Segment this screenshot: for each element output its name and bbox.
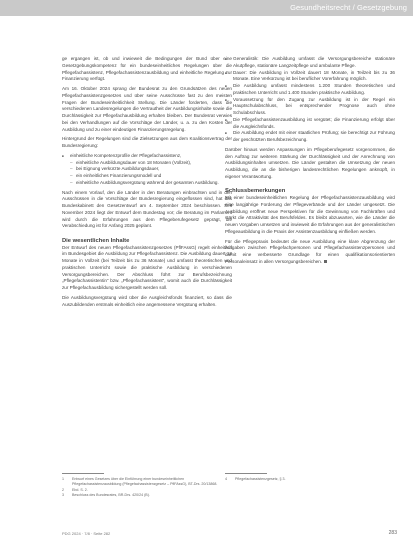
list-item: ■ Die Ausbildung endet mit einer staatlichen Prüfung; sie berechtigt zur Führung der geschützten Berufsbezeichnung. [225, 130, 395, 144]
list-item: ■ Dauer: Die Ausbildung in Vollzeit dauert 18 Monate, in Teilzeit bis zu 36 Monate. Eine Verkürzung ist bei beruflicher Vorerfahrung möglich. [225, 70, 395, 84]
footnote-text: Pflegefachassistenzgesetz, § 3. [235, 477, 286, 481]
footnotes-left [62, 477, 232, 498]
footnote-number: 2 [62, 487, 64, 492]
paragraph: Mit einer bundeseinheitlichen Regelung der Pflegefachassistenzausbildung wird eine langjährige Forderung der Pflegeverbände und der Länder umgesetzt. Die Ausbildung eröffnet neue Perspektiven für die Gewinnung von Fachkräften und stärkt die Attraktivität des Berufsfeldes. Es bleibt abzuwarten, wie die Länder die neuen Vorgaben umsetzen und inwieweit die Erfahrungen aus der generalistischen Pflegeausbildung in die Praxis der Assistenzausbildung einfließen werden. [225, 195, 395, 234]
list-item: – bei Eignung verkürzte Ausbildungsdauer, [62, 166, 232, 173]
paragraph: ge ergangen ist, ob und inwieweit die Bedingungen der Bund über eine Gesetzgebungskompetenz für ein bundeseinheitliches Regelungen über die Pflegefachassistenz, Pflegefachassistenzausbildung und einheitliche Regelung zur Finanzierung verfügt. [62, 56, 232, 82]
list-item: ■ Die Ausbildung umfasst mindestens 1.200 Stunden theoretischen und praktischen Unterricht und 1.400 Stunden praktische Ausbildung. [225, 83, 395, 97]
section-title: Gesundheitsrecht / Gesetzgebung [290, 3, 407, 12]
bullet-list [62, 153, 232, 187]
paragraph [225, 239, 395, 266]
list-item: ■ einheitliche Kompetenzprofile der Pflegefachassistenz, [62, 153, 232, 160]
footnote-number: 4 [225, 477, 227, 481]
list-item: ■ Die Pflegefachassistenzausbildung ist vergütet; die Finanzierung erfolgt über die Ausgleichsfonds. [225, 117, 395, 131]
paragraph: Darüber hinaus werden Anpassungen im Pflegeberufegesetz vorgenommen, die den Auftrag zur weiteren Stärkung der Durchlässigkeit und der Anrechnung von Ausbildungsinhalten umsetzen. Die Länder gestalten die Umsetzung der neuen Ausbildung, die an die bisherigen landesrechtlichen Regelungen anknüpft, in eigener Verantwortung. [225, 146, 395, 179]
right-column [225, 56, 395, 266]
section-heading: Die wesentlichen Inhalte [62, 237, 130, 244]
paragraph: Hintergrund der Regelungen sind die Zielsetzungen aus dem Koalitionsvertrag der Bundesregierung: [62, 136, 232, 148]
list-item: – einheitliche Ausbildungsvergütung während der gesamten Ausbildung. [62, 180, 232, 187]
footer-citation: PDG 2024 · 7/8 · Seite 282 [62, 531, 111, 536]
footnote-text: Entwurf eines Gesetzes über die Einführung einer bundeseinheitlichen Pflegefachassistenzausbildung (Pflegefachassistenzgesetz – PflFAssG), BT-Drs. 20/13868. [72, 477, 218, 487]
footnote-text: Beschluss des Bundesrates, BR-Drs. 420/24 (B). [72, 492, 150, 497]
footnote-number: 1 [62, 477, 64, 481]
list-item: ■ Generalistik: Die Ausbildung umfasst die Versorgungsbereiche stationäre Akutpflege, stationäre Langzeitpflege und ambulante Pflege. [225, 56, 395, 70]
footnote-divider [225, 473, 267, 474]
footnote [225, 477, 395, 482]
page-number: 283 [388, 530, 397, 536]
list-item: ■ Voraussetzung für den Zugang zur Ausbildung ist in der Regel ein Hauptschulabschluss, bei entsprechender Prognose auch ohne Schulabschluss. [225, 97, 395, 117]
footnote-number: 3 [62, 492, 64, 497]
paragraph: Nach einem Vorlauf, den die Länder in den Beratungen einbrachten und in den Ausschüssen in die Vorschläge der Bundesregierung eingeflossen sind, hat das Bundeskabinett den Gesetzentwurf am 4. September 2024 beschlossen. Seit November 2024 liegt der Entwurf dem Bundestag vor; die Beratung im Parlament wird durch die Erfahrungen aus dem Pflegeberufegesetz geprägt, die Verabschiedung ist für Anfang 2025 geplant. [62, 189, 232, 229]
paragraph: Der Entwurf des neuen Pflegefachassistenzgesetzes (PflFAssG) regelt einheitlich im Bundesgebiet die Ausbildung zur Pflegefachassistenz. Die Ausbildung dauert 18 Monate in Vollzeit (bei Teilzeit bis zu 36 Monate) und umfasst theoretischen und praktischen Unterricht sowie die praktische Ausbildung in verschiedenen Versorgungsbereichen. Der Abschluss führt zur Berufsbezeichnung „Pflegefachassistentin“ bzw. „Pflegefachassistent“, womit auch die Durchlässigkeit zur Pflegefachausbildung sichergestellt werden soll. [62, 244, 232, 290]
footnote [62, 477, 232, 488]
list-item: – ein einheitliches Finanzierungsmodell und [62, 173, 232, 180]
paragraph: Am 16. Oktober 2024 sprang der Bundesrat zu den Grundsätzen des neuen Pflegefachassistenzgesetzes und über seine Ausschüsse fast zu den meisten Fragen der Bundeseinheitlichkeit Stellung. Die Länder forderten, dass die verschiedenen Landesregelungen die Vertrautheit der Ausbildungsinhalte sowie die Durchlässigkeit zur Pflegefachausbildung erhalten bleiben. Der Bundesrat verwies bei den Verhandlungen auf die Vorschläge der Länder, u. a. zu den Kosten der Ausbildung und zu einer eindeutigen Finanzierungsregelung. [62, 86, 232, 132]
paragraph: Die Ausbildungsvergütung wird über die Ausgleichsfonds finanziert, so dass die Auszubildenden erstmals einheitlich eine angemessene Vergütung erhalten. [62, 294, 232, 307]
footnote-divider [62, 473, 104, 474]
bullet-list [225, 56, 395, 144]
footnotes-right [225, 477, 395, 482]
footnote [62, 493, 232, 498]
footnote-text: Ebd. S. 2. [72, 487, 88, 492]
header-bar [0, 0, 413, 16]
section-heading: Schlussbemerkungen [225, 188, 286, 194]
end-mark-icon [324, 260, 327, 263]
paragraph-text: Für die Pflegepraxis bedeutet die neue Ausbildung eine klare Abgrenzung der Aufgaben zwischen Pflegefachpersonen und Pflegefachassistenzpersonen und damit eine verbesserte Grundlage für einen qualifikationsorientierten Personaleinsatz in allen Versorgungsbereichen. [225, 238, 395, 264]
list-item: – einheitliche Ausbildungsdauer von 18 Monaten (Vollzeit), [62, 160, 232, 167]
left-column [62, 56, 232, 308]
